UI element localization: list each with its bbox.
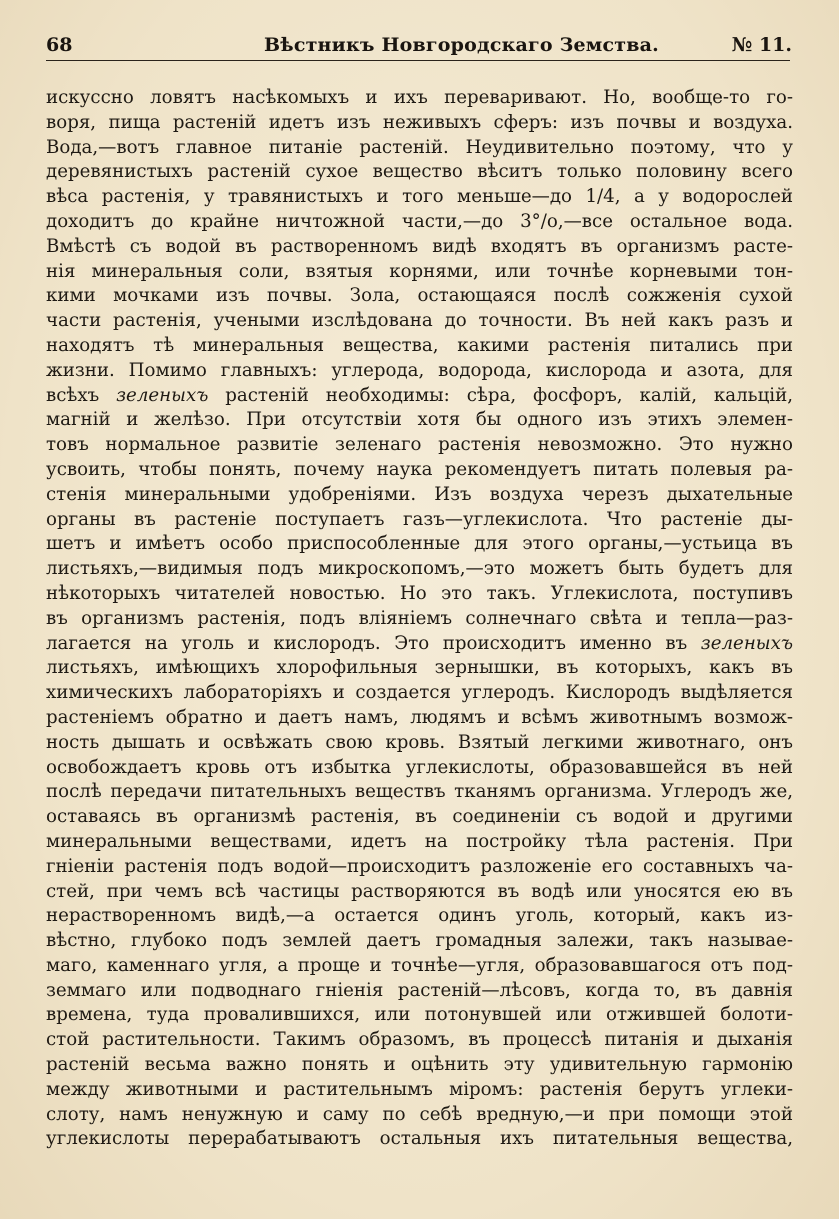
text-segment: товъ нормальное развитіе зеленаго растенія невозможно. Это нужно <box>46 434 793 456</box>
text-segment: маго, каменнаго угля, а проще и точнѣе—угля, образовавшагося отъ под- <box>46 954 793 976</box>
italic-word: зеленыхъ <box>116 384 209 406</box>
text-line <box>46 508 793 533</box>
text-segment: растеній весьма важно понять и оцѣнить эту удивительную гармонію <box>46 1054 793 1076</box>
text-segment: искуссно ловятъ насѣкомыхъ и ихъ переваривают. Но, вообще-то го- <box>46 87 793 108</box>
text-segment: минеральными веществами, идетъ на постройку тѣла растенія. При <box>46 830 793 852</box>
text-line <box>46 607 793 632</box>
text-line <box>46 830 793 855</box>
text-segment: вѣстно, глубоко подъ землей даетъ громадныя залежи, такъ называе- <box>46 930 793 952</box>
text-segment: Вода,—вотъ главное питаніе растеній. Неудивительно поэтому, что у <box>46 136 793 158</box>
text-segment: листьяхъ,—видимыя подъ микроскопомъ,—это можетъ быть будетъ для <box>46 558 793 580</box>
text-segment: химическихъ лабораторіяхъ и создается углеродъ. Кислородъ выдѣляется <box>46 682 793 704</box>
text-segment: времена, туда провалившихся, или потонувшей или отжившей болоти- <box>46 1004 793 1026</box>
text-line <box>46 160 793 185</box>
journal-title: Вѣстникъ Новгородскаго Земства. <box>264 34 659 56</box>
text-segment: оставаясь въ организмѣ растенія, въ соединеніи съ водой и другими <box>46 806 793 828</box>
text-segment: послѣ передачи питательныхъ веществъ тканямъ организма. Углеродъ же, <box>46 781 793 803</box>
text-segment: въ организмъ растенія, подъ вліяніемъ солнечнаго свѣта и тепла—раз- <box>46 607 793 629</box>
text-line <box>46 532 793 557</box>
text-segment: углекислоты перерабатываютъ остальныя ихъ питательныя вещества, <box>46 1128 793 1150</box>
text-segment: лагается на уголь и кислородъ. Это происходитъ именно въ <box>46 632 701 654</box>
text-line <box>46 1078 793 1103</box>
text-segment: слоту, намъ ненужную и саму по себѣ вредную,—и при помощи этой <box>46 1103 793 1125</box>
text-segment: земмаго или подводнаго гніенія растеній—лѣсовъ, когда то, въ давнія <box>46 979 793 1001</box>
italic-word: зеленыхъ <box>700 632 793 654</box>
text-segment: кими мочками изъ почвы. Зола, остающаяся послѣ сожженія сухой <box>46 285 793 307</box>
text-line <box>46 334 793 359</box>
text-line <box>46 805 793 830</box>
text-line <box>46 1053 793 1078</box>
text-segment: стенія минеральными удобреніями. Изъ воздуха черезъ дыхательные <box>46 483 793 505</box>
text-line <box>46 954 793 979</box>
text-line <box>46 582 793 607</box>
text-line <box>46 1103 793 1128</box>
text-segment: шетъ и имѣетъ особо приспособленные для этого органы,—устьица въ <box>46 533 793 555</box>
text-segment: деревянистыхъ растеній сухое вещество вѣситъ только половину всего <box>46 161 793 183</box>
text-segment: нерастворенномъ видѣ,—а остается одинъ уголь, который, какъ из- <box>46 905 793 927</box>
text-line <box>46 632 793 657</box>
text-line <box>46 408 793 433</box>
text-line <box>46 260 793 285</box>
text-line <box>46 1127 793 1152</box>
page-header <box>46 30 792 60</box>
text-segment: вѣса растенія, у травянистыхъ и того меньше—до <box>46 186 586 208</box>
text-segment: ность дышать и освѣжать свою кровь. Взятый легкими животнаго, онъ <box>46 731 793 753</box>
text-segment: находятъ тѣ минеральныя вещества, какими растенія питались при <box>46 334 793 356</box>
page-number: 68 <box>46 34 73 56</box>
text-line <box>46 483 793 508</box>
fraction: 1/4 <box>585 186 615 208</box>
text-segment: , а у водорослей <box>614 186 793 208</box>
text-segment: воря, пища растеній идетъ изъ неживыхъ сферъ: изъ почвы и воздуха. <box>46 111 793 133</box>
issue-number: № 11. <box>731 34 792 56</box>
header-rule <box>46 60 790 61</box>
text-line <box>46 656 793 681</box>
body-text <box>46 86 793 1152</box>
text-line <box>46 309 793 334</box>
text-segment: всѣхъ <box>46 384 117 406</box>
text-segment: растеній необходимы: сѣра, фосфоръ, калій, кальцій, <box>208 384 793 406</box>
text-segment: Вмѣстѣ съ водой въ растворенномъ видѣ входятъ въ организмъ расте- <box>46 235 793 257</box>
text-line <box>46 384 793 409</box>
text-segment: жизни. Помимо главныхъ: углерода, водорода, кислорода и азота, для <box>46 359 793 381</box>
text-line <box>46 433 793 458</box>
text-line <box>46 458 793 483</box>
text-line <box>46 855 793 880</box>
text-line <box>46 86 793 111</box>
text-segment: доходитъ до крайне ничтожной части,—до 3°/о,—все остальное вода. <box>46 210 793 232</box>
text-segment: усвоить, чтобы понять, почему наука рекомендуетъ питать полевыя ра- <box>46 458 793 480</box>
text-line <box>46 185 793 210</box>
text-line <box>46 731 793 756</box>
text-line <box>46 111 793 136</box>
text-segment: стей, при чемъ всѣ частицы растворяются въ водѣ или уносятся ею въ <box>46 880 793 902</box>
text-line <box>46 904 793 929</box>
text-line <box>46 929 793 954</box>
text-line <box>46 284 793 309</box>
text-segment: органы въ растеніе поступаетъ газъ—углекислота. Что растеніе ды- <box>46 508 793 530</box>
text-line <box>46 1003 793 1028</box>
text-segment: нѣкоторыхъ читателей новостью. Но это такъ. Углекислота, поступивъ <box>46 582 793 604</box>
text-line <box>46 1028 793 1053</box>
text-segment: гніеніи растенія подъ водой—происходитъ разложеніе его составныхъ ча- <box>46 855 793 877</box>
text-line <box>46 706 793 731</box>
text-line <box>46 979 793 1004</box>
text-segment: стой растительности. Такимъ образомъ, въ процессѣ питанія и дыханія <box>46 1029 793 1051</box>
text-line <box>46 136 793 161</box>
text-segment: освобождаетъ кровь отъ избытка углекислоты, образовавшейся въ ней <box>46 756 793 778</box>
text-line <box>46 681 793 706</box>
text-line <box>46 756 793 781</box>
text-line <box>46 210 793 235</box>
text-line <box>46 780 793 805</box>
text-line <box>46 880 793 905</box>
text-line <box>46 359 793 384</box>
text-line <box>46 557 793 582</box>
text-segment: листьяхъ, имѣющихъ хлорофильныя зернышки, въ которыхъ, какъ въ <box>46 657 793 679</box>
text-segment: нія минеральныя соли, взятыя корнями, или точнѣе корневыми тон- <box>46 260 793 282</box>
text-segment: между животными и растительнымъ міромъ: растенія берутъ углеки- <box>46 1078 793 1100</box>
text-segment: магній и желѣзо. При отсутствіи хотя бы одного изъ этихъ элемен- <box>46 409 793 431</box>
text-segment: растеніемъ обратно и даетъ намъ, людямъ и всѣмъ животнымъ возмож- <box>46 706 793 728</box>
text-segment: части растенія, учеными изслѣдована до точности. Въ ней какъ разъ и <box>46 310 793 332</box>
text-line <box>46 235 793 260</box>
